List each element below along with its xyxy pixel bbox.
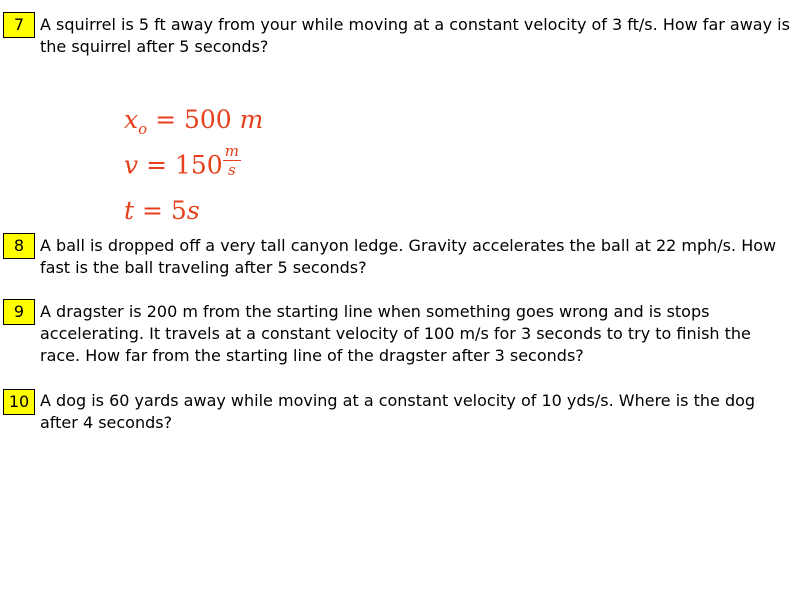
work-x0-line [124, 105, 264, 138]
v-unit-denominator: s [227, 161, 236, 179]
v-value: = 150 [146, 150, 223, 180]
t-variable: t [124, 196, 135, 225]
question-number-10: 10 [3, 389, 35, 415]
v-variable: v [124, 150, 139, 180]
v-unit-numerator: m [224, 142, 239, 160]
question-text-8: A ball is dropped off a very tall canyon ledge. Gravity accelerates the ball at 22 mph/s. How fast is the ball traveling after 5 seconds? [40, 236, 777, 277]
work-v-line [124, 142, 241, 184]
x0-unit: m [239, 105, 264, 134]
work-t-line [124, 198, 200, 223]
x0-value: = 500 [155, 105, 232, 134]
question-number-7: 7 [3, 12, 35, 38]
v-unit-fraction [223, 144, 241, 178]
question-text-9: A dragster is 200 m from the starting line when something goes wrong and is stops accelerating. It travels at a constant velocity of 100 m/s for 3 seconds to try to finish the race. How far from the starting line of the dragster after 3 seconds? [40, 302, 751, 365]
question-text-10: A dog is 60 yards away while moving at a constant velocity of 10 yds/s. Where is the dog after 4 seconds? [40, 391, 756, 432]
x0-subscript: o [138, 120, 148, 138]
t-unit: s [186, 196, 200, 225]
t-value: = 5 [142, 196, 187, 225]
question-number-9: 9 [3, 299, 35, 325]
x0-variable: x [124, 105, 139, 134]
question-number-8: 8 [3, 233, 35, 259]
question-text-7: A squirrel is 5 ft away from your while moving at a constant velocity of 3 ft/s. How far away is the squirrel after 5 seconds? [40, 15, 790, 56]
